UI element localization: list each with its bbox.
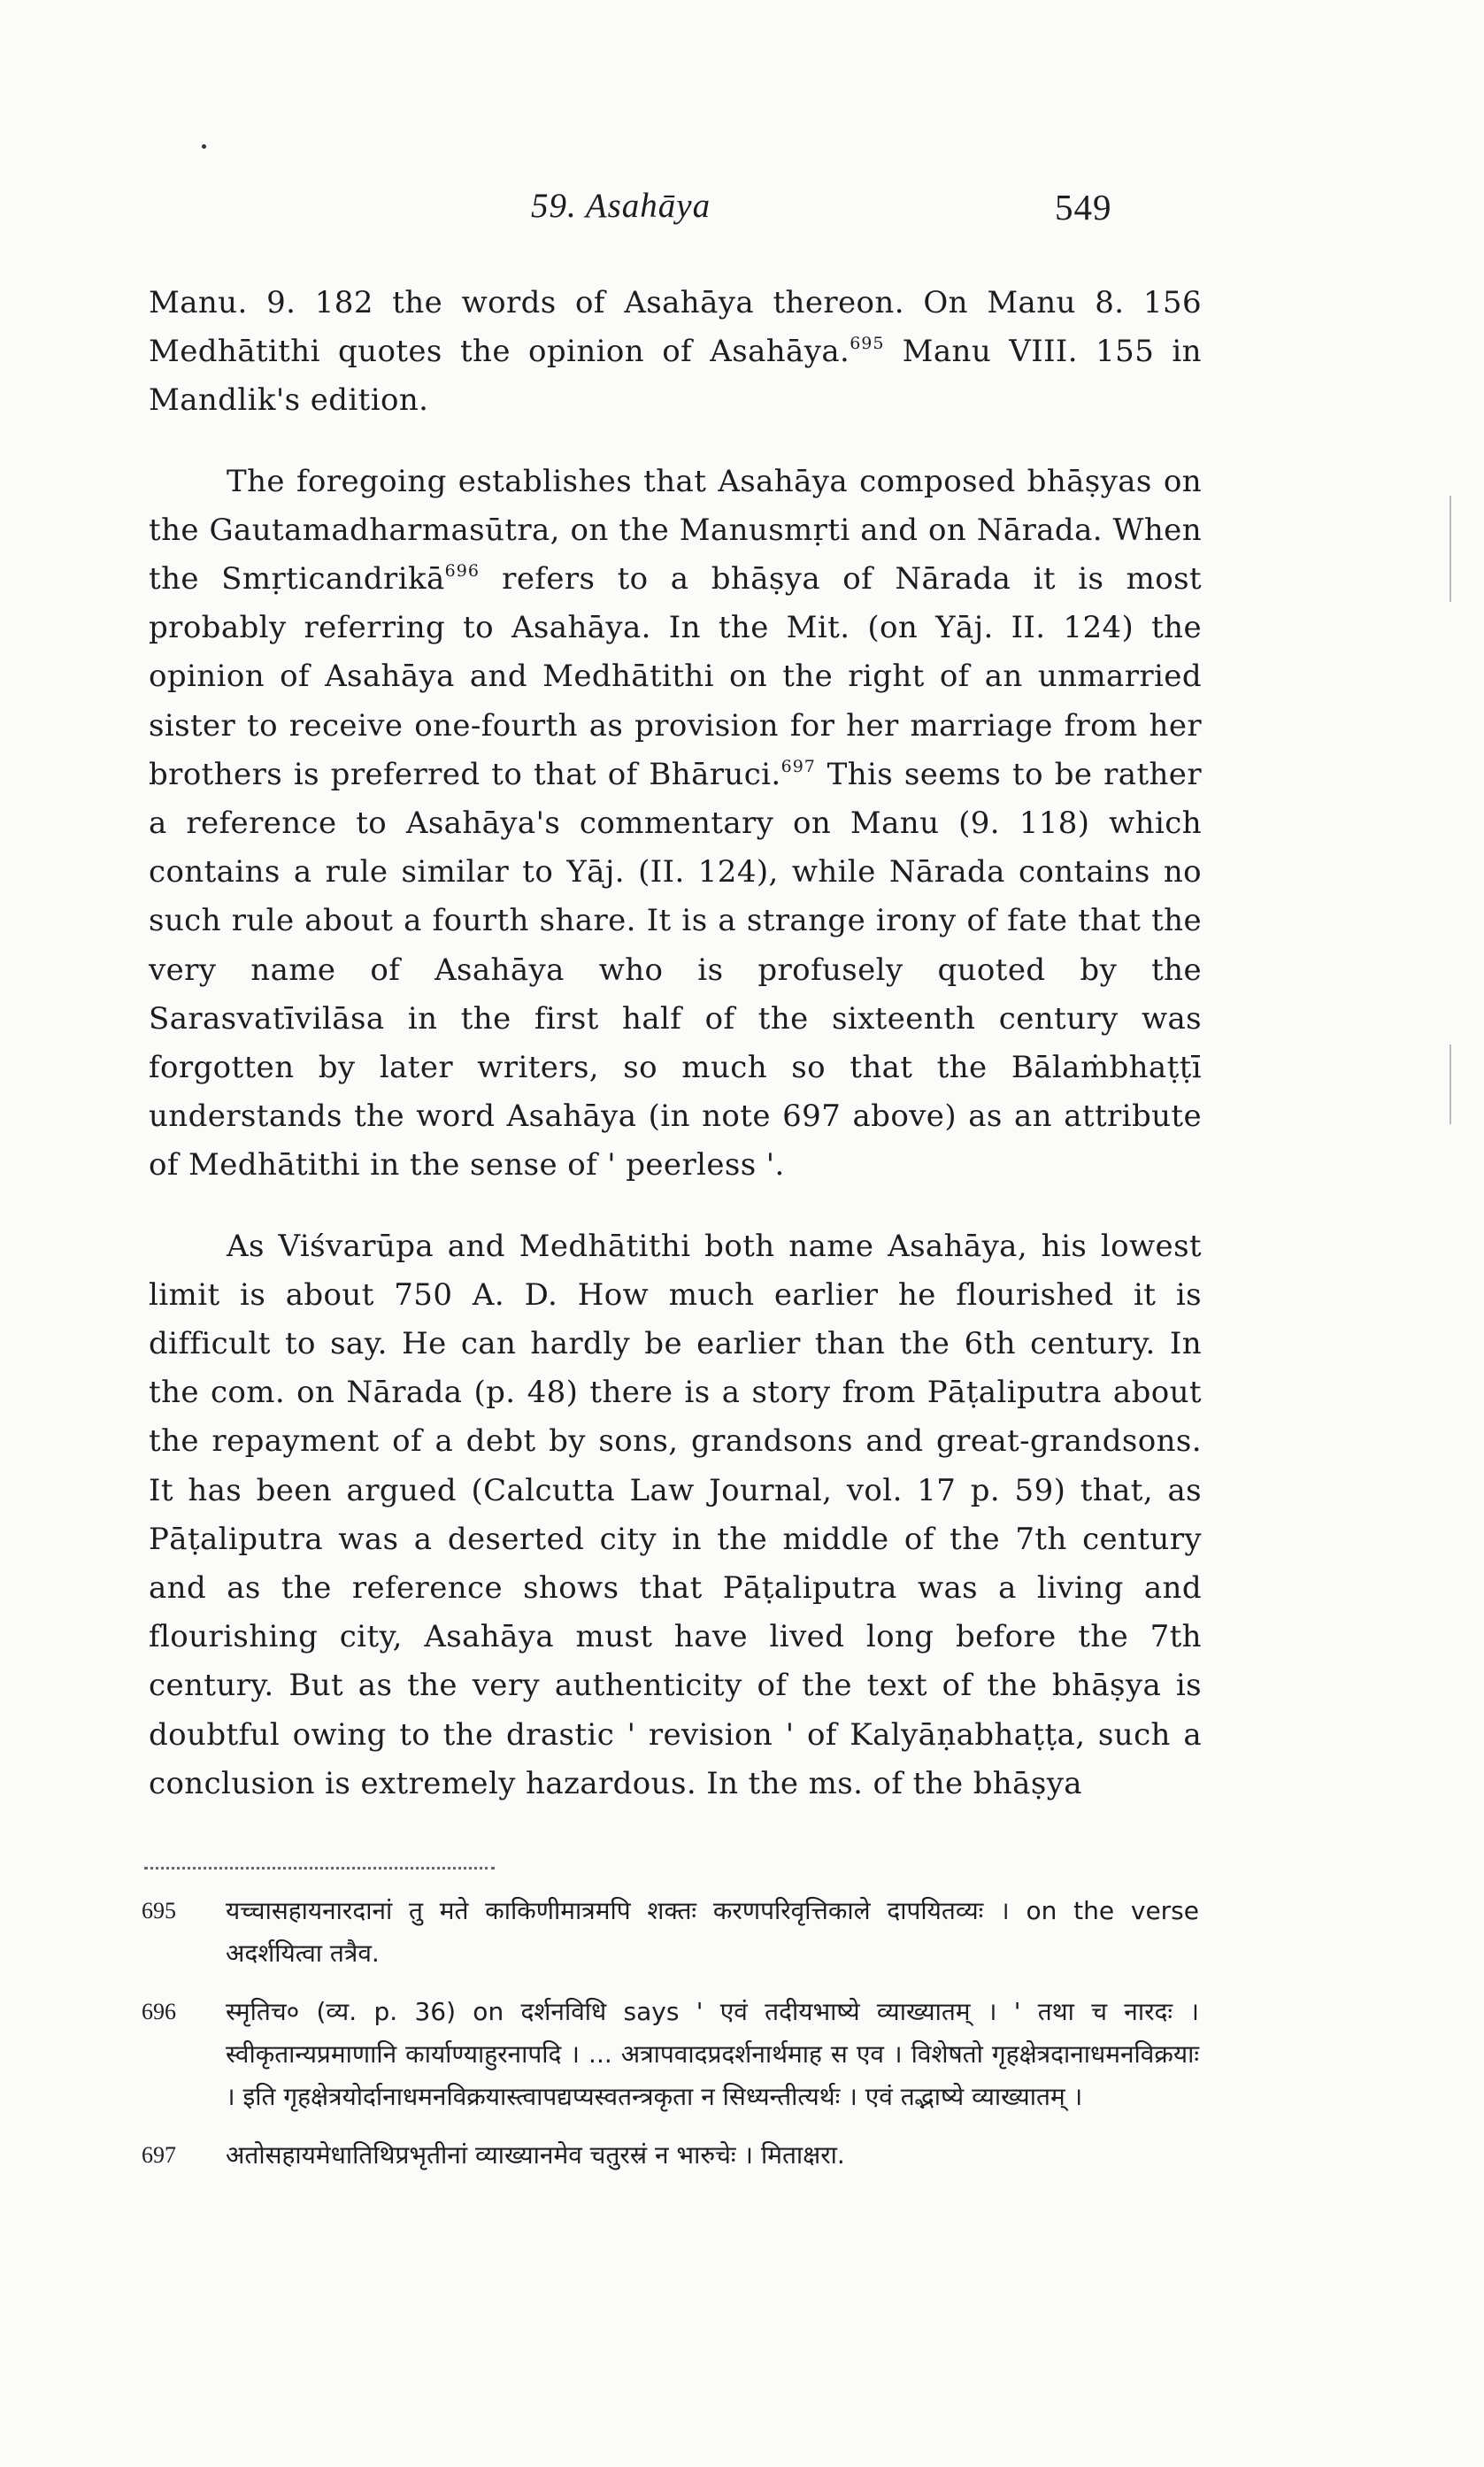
- paragraph-text: Manu VIII. 155 in Mandlik's edition.: [149, 334, 1202, 419]
- footnote-697: [142, 2134, 1203, 2177]
- paragraph-text: Manu. 9. 182 the words of Asahāya thereon. On Manu 8. 156 Medhātithi quotes the opinion of Asahāya.: [149, 285, 1202, 370]
- paragraph-text: The foregoing establishes that Asahāya composed bhāṣyas on the Gautamadharmasūtra, on the Manusmṛti and on Nārada. When the Smṛticandrikā: [149, 463, 1202, 597]
- footnote-number: 695: [142, 1898, 176, 1923]
- footnote-ref[interactable]: 696: [444, 561, 480, 582]
- footnote-695: [142, 1890, 1203, 1975]
- footnote-number: 696: [142, 1999, 176, 2024]
- body-text: [149, 279, 1202, 1840]
- scan-edge-mark: [1449, 1045, 1451, 1124]
- running-head: [142, 186, 1203, 239]
- paragraph-p1: [149, 279, 1202, 426]
- footnote-text: अतोसहायमेधातिथिप्रभृतीनां व्याख्यानमेव चतुरस्रं न भारुचेः । मिताक्षरा.: [226, 2140, 845, 2170]
- paragraph-text: refers to a bhāṣya of Nārada it is most probably referring to Asahāya. In the Mit. (on Yāj. II. 124) the opinion of Asahāya and Medhātithi on the right of an unmarried sister to receive one-fourth as provision for her marriage from her brothers is preferred to that of Bhāruci.: [149, 561, 1202, 792]
- print-speck: [202, 144, 206, 149]
- scan-edge-mark: [1449, 496, 1451, 602]
- paragraph-text: As Viśvarūpa and Medhātithi both name Asahāya, his lowest limit is about 750 A. D. How much earlier he flourished it is difficult to say. He can hardly be earlier than the 6th century. In the com. on Nārada (p. 48) there is a story from Pāṭaliputra about the repayment of a debt by sons, grandsons and great-grandsons. It has been argued (Calcutta Law Journal, vol. 17 p. 59) that, as Pāṭaliputra was a deserted city in the middle of the 7th century and as the reference shows that Pāṭaliputra was a living and flourishing city, Asahāya must have lived long before the 7th century. But as the very authenticity of the text of the bhāṣya is doubtful owing to the drastic ' revision ' of Kalyāṇabhaṭṭa, such a conclusion is extremely hazardous. In the ms. of the bhāṣya: [149, 1228, 1202, 1801]
- footnote-ref[interactable]: 695: [850, 334, 885, 354]
- page-number: 549: [1055, 187, 1112, 227]
- footnote-696: [142, 1991, 1203, 2118]
- footnote-text: यच्चासहायनारदानां तु मते काकिणीमात्रमपि शक्तः करणपरिवृत्तिकाले दापयितव्यः । on the verse अदर्शयित्वा तत्रैव.: [226, 1896, 1199, 1968]
- footnote-text: स्मृतिच० (व्य. p. 36) on दर्शनविधि says ' एवं तदीयभाष्ये व्याख्यातम् । ' तथा च नारदः । स्वीकृतान्यप्रमाणानि कार्याण्याहुरनापदि । ... अत्रापवादप्रदर्शनार्थमाह स एव । विशेषतो गृहक्षेत्रदानाधमनविक्रयाः । इति गृहक्षेत्रयोर्दानाधमनविक्रयास्त्वापद्यप्यस्वतन्त्रकृता न सिध्यन्तीत्यर्थः । एवं तद्भाष्ये व्याख्यातम् ।: [226, 1997, 1199, 2111]
- chapter-title: 59. Asahāya: [531, 187, 711, 225]
- footnote-number: 697: [142, 2142, 176, 2168]
- footnote-ref[interactable]: 697: [780, 756, 816, 776]
- footnotes: [142, 1890, 1203, 2193]
- paragraph-p3: [149, 1222, 1202, 1808]
- footnote-separator: [144, 1867, 495, 1870]
- paragraph-p2: [149, 458, 1202, 1191]
- paragraph-text: This seems to be rather a reference to Asahāya's commentary on Manu (9. 118) which contains a rule similar to Yāj. (II. 124), while Nārada contains no such rule about a fourth share. It is a strange irony of fate that the very name of Asahāya who is profusely quoted by the Sarasvatīvilāsa in the first half of the sixteenth century was forgotten by later writers, so much so that the Bālaṁbhaṭṭī understands the word Asahāya (in note 697 above) as an attribute of Medhātithi in the sense of ' peerless '.: [149, 756, 1202, 1183]
